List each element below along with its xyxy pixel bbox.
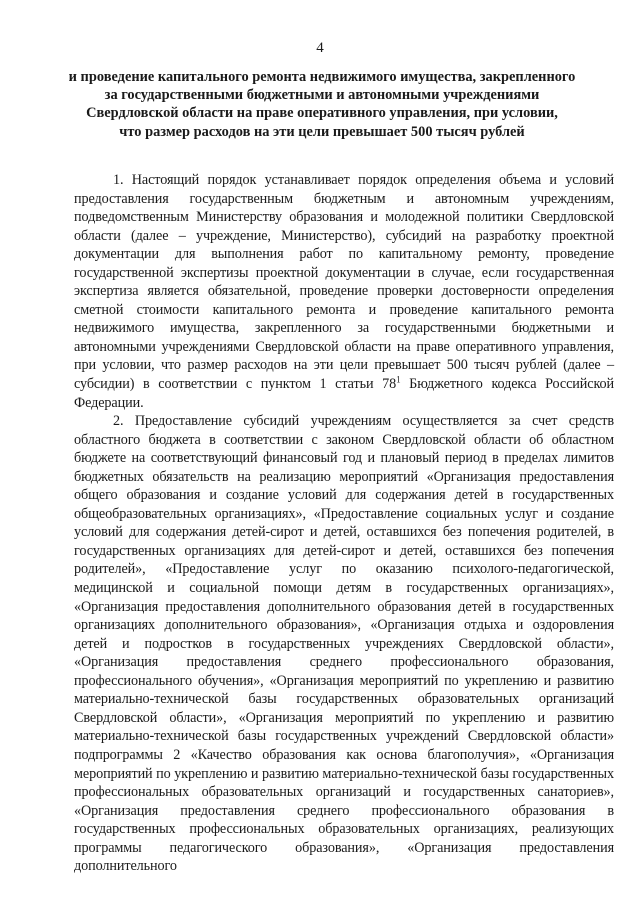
- document-body: [74, 171, 614, 876]
- heading-line: Свердловской области на праве оперативного управления, при условии,: [86, 105, 558, 122]
- paragraph-1-text: 1. Настоящий порядок устанавливает порядок определения объема и условий предоставления государственным бюджетным и автономным учреждениям, подведомственным Министерству образования и молодежной политики Свердловской области (далее – учреждение, Министерство), субсидий на разработку проектной документации для выполнения работ по капитальному ремонту, проведение государственной экспертизы проектной документации в случае, если государственная экспертиза является обязательной, проведение проверки достоверности определения сметной стоимости капитального ремонта и проведение капитального ремонта недвижимого имущества, закрепленного за государственными бюджетными и автономными учреждениями Свердловской области на праве оперативного управления, при условии, что размер расходов на эти цели превышает 500 тысяч рублей (далее – субсидии) в соответствии с пунктом 1 статьи 78: [74, 172, 614, 393]
- paragraph-2: 2. Предоставление субсидий учреждениям осуществляется за счет средств областного бюджета в соответствии с законом Свердловской области об областном бюджете на соответствующий финансовый год и плановый период в пределах лимитов бюджетных обязательств на реализацию мероприятий «Организация предоставления общего образования и создание условий для содержания детей в государственных общеобразовательных организациях», «Предоставление социальных услуг и создание условий для содержания детей-сирот и детей, оставшихся без попечения родителей, в государственных организациях для детей-сирот и детей, оставшихся без попечения родителей», «Предоставление услуг по оказанию психолого-педагогической, медицинской и социальной помощи детям в государственных организациях», «Организация предоставления дополнительного образования детей в государственных организациях дополнительного образования», «Организация отдыха и оздоровления детей и подростков в государственных учреждениях Свердловской области», «Организация предоставления среднего профессионального образования, профессионального обучения», «Организация мероприятий по укреплению и развитию материально-технической базы государственных образовательных организаций Свердловской области», «Организация мероприятий по укреплению и развитию материально-технической базы государственных учреждений Свердловской области» подпрограммы 2 «Качество образования как основа благополучия», «Организация мероприятий по укреплению и развитию материально-технической базы государственных профессиональных образовательных организаций и государственных санаториев», «Организация предоставления среднего профессионального образования в государственных профессиональных образовательных организациях, реализующих программы педагогического образования», «Организация предоставления дополнительного: [74, 413, 614, 875]
- heading-line: за государственными бюджетными и автономными учреждениями: [104, 87, 540, 104]
- paragraph-1-tail: Бюджетного кодекса Российской Федерации.: [74, 376, 615, 411]
- section-heading: [62, 68, 582, 141]
- heading-line: что размер расходов на эти цели превышает 500 тысяч рублей: [119, 123, 525, 140]
- superscript: 1: [396, 374, 401, 385]
- page-number: 4: [316, 40, 324, 56]
- paragraph-1: [74, 171, 614, 412]
- heading-line: и проведение капитального ремонта недвижимого имущества, закрепленного: [68, 69, 576, 85]
